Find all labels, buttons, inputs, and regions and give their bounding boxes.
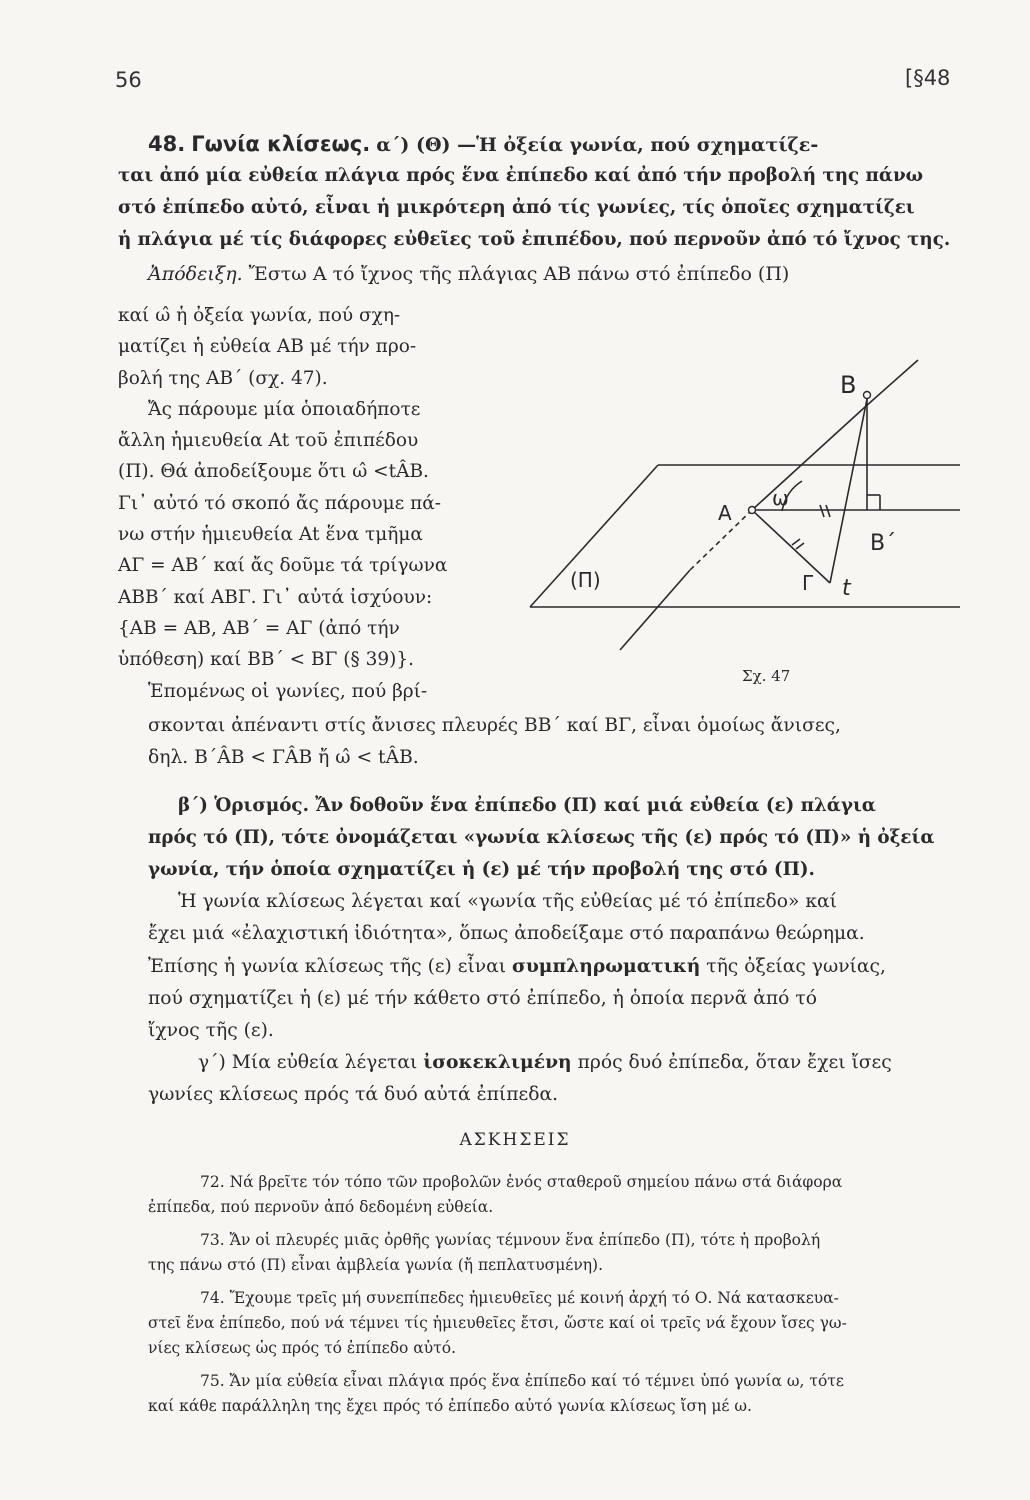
exercise-line: 72. Νά βρεῖτε τόν τόπο τῶν προβολῶν ἑνός σταθεροῦ σημείου πάνω στά διάφορα (200, 1173, 843, 1191)
section-title: Γωνία κλίσεως. (191, 132, 371, 156)
proof-line: Γι᾿ αὐτό τό σκοπό ἄς πάρουμε πά- (118, 492, 442, 514)
proof-line: καί ω̂ ἡ ὀξεία γωνία, πού σχη- (118, 305, 401, 326)
proof-line: {ΑΒ = ΑΒ, ΑΒ΄ = ΑΓ (ἀπό τήν (118, 617, 400, 639)
section-reference: [§48 (905, 66, 951, 90)
paragraph-line: πού σχηματίζει ἡ (ε) μέ τήν κάθετο στό ἐπίπεδο, ἡ ὁποία περνᾶ ἀπό τό (148, 988, 817, 1009)
proof-first-line (148, 258, 963, 290)
exercise-line: στεῖ ἕνα ἐπίπεδο, πού νά τέμνει τίς ἡμιευθεῖες ἔτσι, ὥστε καί οἱ τρεῖς νά ἔχουν ἴσες γω- (148, 1314, 847, 1332)
figure-47 (520, 345, 970, 685)
theorem-lead: α΄) (Θ) —Ἡ ὀξεία γωνία, πού σχηματίζε- (376, 134, 819, 156)
page-number: 56 (115, 68, 142, 92)
label-Gamma: Γ (802, 571, 814, 595)
proof-line: ἄλλη ἡμιευθεία Αt τοῦ ἐπιπέδου (118, 430, 419, 452)
exercise-item (148, 1286, 963, 1361)
label-plane: (Π) (570, 568, 601, 592)
exercise-line: 73. Ἄν οἱ πλευρές μιᾶς ὀρθῆς γωνίας τέμνουν ἕνα ἐπίπεδο (Π), τότε ἡ προβολή (200, 1231, 821, 1249)
proof-line: Ἑπομένως οἱ γωνίες, πού βρί- (148, 680, 428, 702)
label-B: B (840, 371, 857, 399)
figure-caption: Σχ. 47 (742, 667, 791, 685)
definition-first-line (148, 790, 963, 822)
ray-At (752, 510, 830, 583)
label-t: t (842, 576, 851, 601)
label-omega: ω (772, 486, 789, 510)
proof-wide-line: σκονται ἀπέναντι στίς ἄνισες πλευρές ΒΒ΄ καί ΒΓ, εἶναι ὁμοίως ἄνισες, (148, 715, 841, 736)
theorem-line: ἡ πλάγια μέ τίς διάφορες εὐθεῖες τοῦ ἐπιπέδου, πού περνοῦν ἀπό τό ἴχνος της. (118, 229, 951, 250)
tick-mark (796, 543, 804, 549)
proof-line: ὑπόθεση) καί ΒΒ΄ < ΒΓ (§ 39)}. (118, 649, 415, 671)
paragraph-line: Ἡ γωνία κλίσεως λέγεται καί «γωνία τῆς εὐθείας μέ τό ἐπίπεδο» καί (178, 891, 837, 912)
bold-term: συμπληρωματική (512, 955, 701, 977)
proof-line: ΑΒΒ΄ καί ΑΒΓ. Γι᾿ αὐτά ἰσχύουν: (118, 586, 433, 608)
exercise-line: της πάνω στό (Π) εἶναι ἀμβλεία γωνία (ἤ πεπλατυσμένη). (148, 1256, 604, 1274)
theorem-line: ται ἀπό μία εὐθεία πλάγια πρός ἕνα ἐπίπεδο καί ἀπό τήν προβολή της πάνω (118, 165, 924, 186)
proof-line: νω στήν ἡμιευθεία Αt ἕνα τμῆμα (118, 524, 423, 546)
line-beyond-B (865, 360, 918, 407)
proof-line: (Π). Θά ἀποδείξουμε ὅτι ω̂ <tÂΒ. (118, 461, 429, 483)
line-below-plane (620, 570, 690, 650)
paragraph-text: τῆς ὀξείας γωνίας, (700, 956, 886, 977)
paragraph-after-definition (148, 886, 963, 1047)
proof-label: Ἀπόδειξη. (148, 263, 243, 285)
gamma-text: πρός δυό ἐπίπεδα, ὅταν ἔχει ἴσες (571, 1052, 892, 1073)
proof-line: ΑΓ = ΑΒ΄ καί ἄς δοῦμε τά τρίγωνα (118, 555, 448, 577)
point-A (749, 507, 756, 514)
gamma-paragraph (148, 1046, 963, 1111)
bold-term: ἰσοκεκλιμένη (423, 1051, 572, 1073)
theorem-body (118, 160, 963, 256)
section-number: 48. (148, 132, 186, 156)
proof-wide-line: δηλ. Β΄ÂΒ < ΓÂΒ ἤ ω̂ < tÂΒ. (148, 747, 419, 768)
tick-mark (792, 539, 800, 545)
theorem-line: στό ἐπίπεδο αὐτό, εἶναι ἡ μικρότερη ἀπό τίς γωνίες, τίς ὁποῖες σχηματίζει (118, 197, 915, 218)
exercise-line: ἐπίπεδα, πού περνοῦν ἀπό δεδομένη εὐθεία. (148, 1198, 494, 1216)
label-A: A (718, 501, 732, 525)
definition-line: Ἄν δοθοῦν ἕνα ἐπίπεδο (Π) καί μιά εὐθεία (ε) πλάγια (308, 795, 876, 816)
exercise-line: νίες κλίσεως ὡς πρός τό ἐπίπεδο αὐτό. (148, 1339, 457, 1357)
label-B-prime: B΄ (870, 531, 897, 556)
definition-line: πρός τό (Π), τότε ὀνομάζεται «γωνία κλίσεως τῆς (ε) πρός τό (Π)» ἡ ὀξεία (148, 827, 935, 848)
definition-label: β΄) Ὁρισμός. (178, 795, 309, 816)
gamma-first-line (148, 1046, 963, 1079)
proof-line: βολή της ΑΒ΄ (σχ. 47). (118, 367, 328, 389)
exercise-item (148, 1369, 963, 1419)
definition-line: γωνία, τήν ὁποία σχηματίζει ἡ (ε) μέ τήν προβολή της στό (Π). (148, 859, 815, 880)
proof-column (118, 300, 548, 707)
exercises-heading: ΑΣΚΗΣΕΙΣ (459, 1130, 571, 1150)
exercise-line: 74. Ἔχουμε τρεῖς μή συνεπίπεδες ἡμιευθεῖες μέ κοινή ἀρχή τό Ο. Νά κατασκευα- (200, 1289, 839, 1307)
definition (148, 790, 963, 886)
gamma-text: γ΄) Μία εὐθεία λέγεται (198, 1052, 424, 1073)
segment-BGamma (830, 399, 867, 583)
tick-mark (820, 505, 824, 517)
exercise-item (148, 1228, 963, 1278)
theorem-first-line (148, 128, 963, 161)
proof-conclusion (148, 710, 963, 774)
proof-line: Ἄς πάρουμε μία ὁποιαδήποτε (148, 398, 421, 420)
gamma-line: γωνίες κλίσεως πρός τά δυό αὐτά ἐπίπεδα. (148, 1084, 559, 1105)
exercise-line: καί κάθε παράλληλη της ἔχει πρός τό ἐπίπεδο αὐτό γωνία κλίσεως ἴση μέ ω. (148, 1397, 752, 1415)
proof-line: ματίζει ἡ εὐθεία ΑΒ μέ τήν προ- (118, 336, 417, 358)
paragraph-line: ἔχει μιά «ἐλαχιστική ἰδιότητα», ὅπως ἀποδείξαμε στό παραπάνω θεώρημα. (148, 923, 865, 944)
exercises-list (148, 1170, 963, 1419)
paragraph-text: Ἐπίσης ἡ γωνία κλίσεως τῆς (ε) εἶναι (148, 956, 513, 977)
paragraph-line: ἴχνος τῆς (ε). (148, 1020, 274, 1041)
paragraph-line (148, 950, 963, 983)
exercise-item (148, 1170, 963, 1220)
proof-intro: Ἔστω Α τό ἴχνος τῆς πλάγιας ΑΒ πάνω στό ἐπίπεδο (Π) (242, 263, 790, 285)
exercise-line: 75. Ἄν μία εὐθεία εἶναι πλάγια πρός ἕνα ἐπίπεδο καί τό τέμνει ὑπό γωνία ω, τότε (200, 1372, 844, 1390)
point-B (864, 392, 871, 399)
tick-mark (826, 505, 830, 517)
